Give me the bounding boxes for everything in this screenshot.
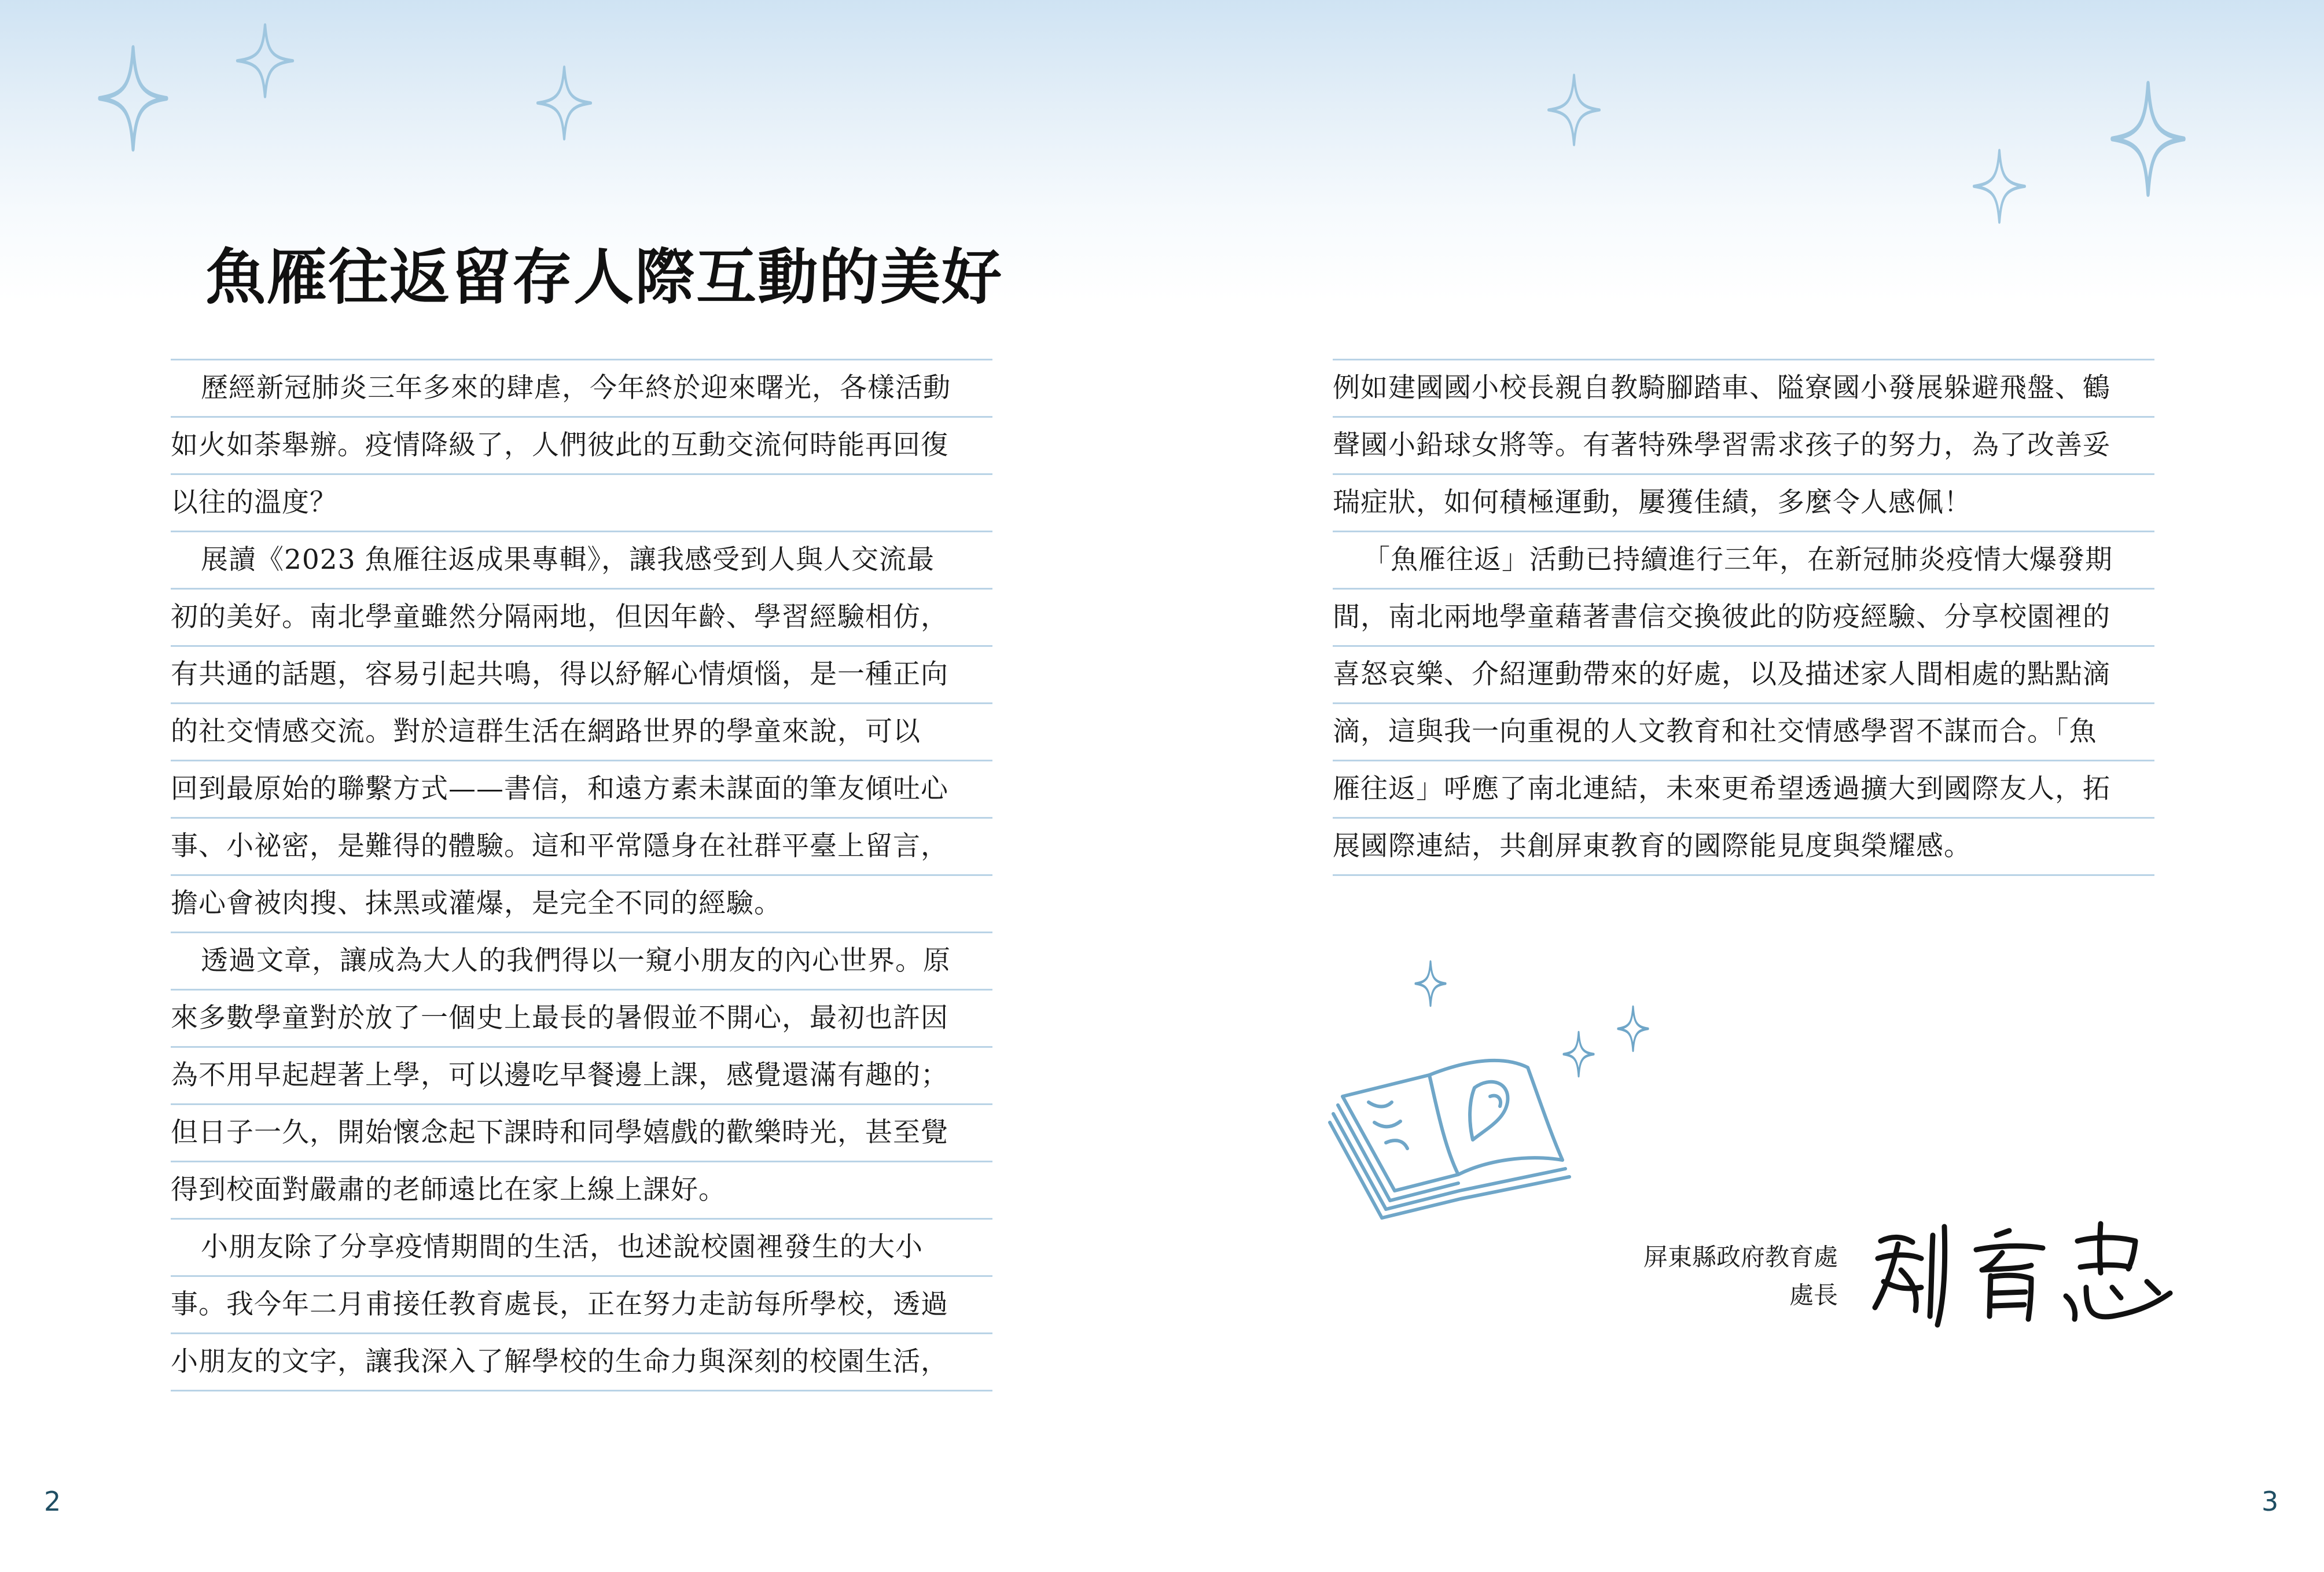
handwritten-signature	[1858, 1201, 2193, 1345]
text-line: 以往的溫度？	[171, 473, 992, 531]
sparkle-icon	[1564, 1032, 1594, 1076]
text-line: 得到校面對嚴肅的老師遠比在家上線上課好。	[171, 1161, 992, 1218]
text-line: 雁往返」呼應了南北連結，未來更希望透過擴大到國際友人，拓	[1333, 760, 2154, 817]
text-line: 透過文章，讓成為大人的我們得以一窺小朋友的內心世界。原	[171, 932, 992, 989]
sparkle-icon	[100, 47, 167, 149]
text-line: 展國際連結，共創屏東教育的國際能見度與榮耀感。	[1333, 817, 2154, 876]
sparkle-icon	[1415, 962, 1446, 1006]
text-line: 小朋友的文字，讓我深入了解學校的生命力與深刻的校園生活，	[171, 1332, 992, 1391]
text-line: 滴，這與我一向重視的人文教育和社交情感學習不謀而合。「魚	[1333, 702, 2154, 760]
sparkle-icon	[1974, 150, 2025, 222]
text-line: 回到最原始的聯繫方式——書信，和遠方素未謀面的筆友傾吐心	[171, 760, 992, 817]
sparkle-icon	[1618, 1007, 1648, 1051]
text-line: 事、小祕密，是難得的體驗。這和平常隱身在社群平臺上留言，	[171, 817, 992, 874]
text-line: 間，南北兩地學童藉著書信交換彼此的防疫經驗、分享校園裡的	[1333, 588, 2154, 645]
page-number-left: 2	[44, 1486, 61, 1517]
text-line: 歷經新冠肺炎三年多來的肆虐，今年終於迎來曙光，各樣活動	[171, 359, 992, 416]
text-line: 的社交情感交流。對於這群生活在網路世界的學童來說，可以	[171, 702, 992, 760]
text-line: 如火如荼舉辦。疫情降級了，人們彼此的互動交流何時能再回復	[171, 416, 992, 473]
article-title: 魚雁往返留存人際互動的美好	[205, 241, 1003, 312]
signature-caption	[1609, 1238, 1838, 1315]
text-line: 瑞症狀，如何積極運動，屢獲佳績，多麼令人感佩！	[1333, 473, 2154, 531]
text-line: 但日子一久，開始懷念起下課時和同學嬉戲的歡樂時光，甚至覺	[171, 1103, 992, 1161]
sparkle-icon	[538, 67, 591, 139]
right-text-column	[1333, 359, 2154, 876]
signature-organization: 屏東縣政府教育處	[1643, 1243, 1838, 1271]
sparkle-icon	[1549, 75, 1599, 145]
text-line: 為不用早起趕著上學，可以邊吃早餐邊上課，感覺還滿有趣的；	[171, 1046, 992, 1103]
text-line: 初的美好。南北學童雖然分隔兩地，但因年齡、學習經驗相仿，	[171, 588, 992, 645]
text-line: 「魚雁往返」活動已持續進行三年，在新冠肺炎疫情大爆發期	[1333, 531, 2154, 588]
left-text-column	[171, 359, 992, 1391]
text-line: 小朋友除了分享疫情期間的生活，也述說校園裡發生的大小	[171, 1218, 992, 1275]
text-line: 擔心會被肉搜、抹黑或灌爆，是完全不同的經驗。	[171, 874, 992, 932]
text-line: 來多數學童對於放了一個史上最長的暑假並不開心，最初也許因	[171, 989, 992, 1046]
text-line: 展讀《2023 魚雁往返成果專輯》，讓我感受到人與人交流最	[171, 531, 992, 588]
sparkle-icon	[237, 25, 293, 97]
open-book-illustration	[1330, 1061, 1569, 1218]
text-line: 例如建國國小校長親自教騎腳踏車、隘寮國小發展躲避飛盤、鶴	[1333, 359, 2154, 416]
sparkle-icon	[2112, 83, 2184, 194]
text-line: 喜怒哀樂、介紹運動帶來的好處，以及描述家人間相處的點點滴	[1333, 645, 2154, 702]
text-line: 事。我今年二月甫接任教育處長，正在努力走訪每所學校，透過	[171, 1275, 992, 1332]
text-line: 有共通的話題，容易引起共鳴，得以紓解心情煩惱，是一種正向	[171, 645, 992, 702]
text-line: 聲國小鉛球女將等。有著特殊學習需求孩子的努力，為了改善妥	[1333, 416, 2154, 473]
signature-position: 處長	[1789, 1281, 1838, 1309]
page-number-right: 3	[2262, 1486, 2279, 1517]
